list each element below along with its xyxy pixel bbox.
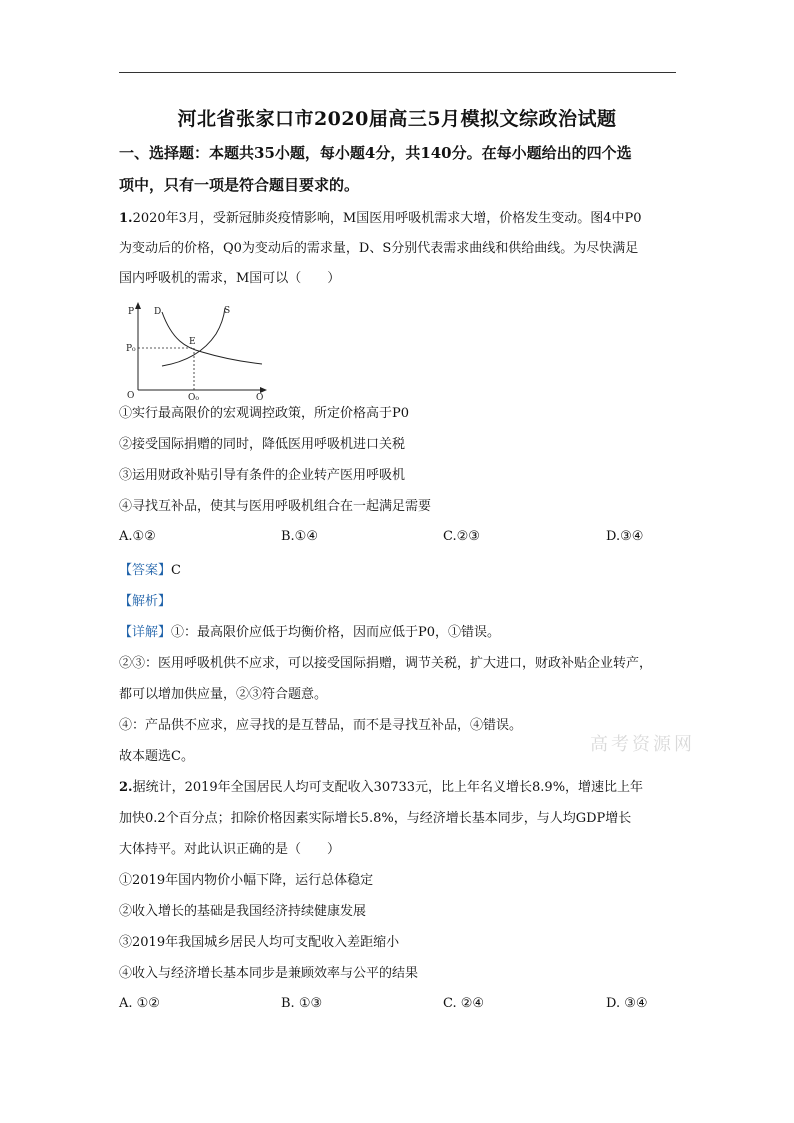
q1-statement-2: ②接受国际捐赠的同时，降低医用呼吸机进口关税 bbox=[119, 437, 406, 452]
q2-stem-line1: 2.据统计，2019年全国居民人均可支配收入30733元，比上年名义增长8.9%，增速比上年 bbox=[119, 780, 644, 795]
q2-statement-4: ④收入与经济增长基本同步是兼顾效率与公平的结果 bbox=[119, 966, 419, 981]
q1-option-d: D.③④ bbox=[606, 529, 644, 544]
q1-stem-line3: 国内呼吸机的需求，M国可以（ ） bbox=[119, 271, 341, 286]
q1-stem-line2: 为变动后的价格，Q0为变动后的需求量，D、S分别代表需求曲线和供给曲线。为尽快满足 bbox=[119, 241, 639, 256]
q1-statement-3: ③运用财政补贴引导有条件的企业转产医用呼吸机 bbox=[119, 468, 406, 483]
q1-statement-4: ④寻找互补品，使其与医用呼吸机组合在一起满足需要 bbox=[119, 499, 432, 514]
e-label: E bbox=[189, 337, 196, 347]
q1-detail-line2: ②③：医用呼吸机供不应求，可以接受国际捐赠，调节关税，扩大进口，财政补贴企业转产， bbox=[119, 656, 653, 671]
d-label: D bbox=[154, 307, 162, 317]
q1-option-a: A.①② bbox=[119, 529, 156, 544]
q2-option-a: A. ①② bbox=[119, 996, 160, 1011]
q2-statement-2: ②收入增长的基础是我国经济持续健康发展 bbox=[119, 904, 367, 919]
q2-statement-1: ①2019年国内物价小幅下降，运行总体稳定 bbox=[119, 873, 374, 888]
s-label: S bbox=[224, 306, 231, 316]
q2-stem-line2: 加快0.2个百分点；扣除价格因素实际增长5.8%，与经济增长基本同步，与人均GDP增长 bbox=[119, 811, 632, 826]
demand-curve bbox=[162, 312, 262, 364]
detail-tag: 【详解】 bbox=[119, 625, 172, 640]
q2-option-b: B. ①③ bbox=[281, 996, 323, 1011]
q1-option-b: B.①④ bbox=[281, 529, 318, 544]
q2-statement-3: ③2019年我国城乡居民人均可支配收入差距缩小 bbox=[119, 935, 400, 950]
q1-statement-1: ①实行最高限价的宏观调控政策，所定价格高于P0 bbox=[119, 406, 410, 421]
q1-detail-line4: ④：产品供不应求，应寻找的是互替品，而不是寻找互补品，④错误。 bbox=[119, 718, 523, 733]
q2-stem-line3: 大体持平。对此认识正确的是（ ） bbox=[119, 842, 341, 857]
supply-demand-graph bbox=[124, 300, 274, 400]
q2-option-d: D. ③④ bbox=[606, 996, 648, 1011]
q1-conclusion: 故本题选C。 bbox=[119, 749, 194, 764]
q1-detail-line3: 都可以增加供应量，②③符合题意。 bbox=[119, 687, 328, 702]
q1-options bbox=[119, 529, 679, 547]
p-axis-label: P bbox=[128, 307, 135, 317]
q-axis-label: Q bbox=[256, 393, 264, 400]
q0-label: Q₀ bbox=[188, 393, 199, 400]
header-rule bbox=[119, 72, 676, 73]
watermark: 高考资源网 bbox=[590, 734, 695, 755]
origin-label: O bbox=[127, 391, 135, 400]
q1-analysis-tag: 【解析】 bbox=[119, 594, 172, 609]
p0-label: P₀ bbox=[126, 344, 136, 354]
q2-option-c: C. ②④ bbox=[443, 996, 485, 1011]
q1-detail-line1: 【详解】①：最高限价应低于均衡价格，因而应低于P0，①错误。 bbox=[119, 625, 501, 640]
q2-options bbox=[119, 996, 679, 1014]
page-title: 河北省张家口市2020届高三5月模拟文综政治试题 bbox=[177, 108, 617, 130]
y-axis-arrow bbox=[135, 302, 141, 309]
q1-option-c: C.②③ bbox=[443, 529, 480, 544]
q1-answer bbox=[119, 562, 679, 580]
q1-number: 1. bbox=[119, 211, 133, 226]
section-heading-line1: 一、选择题：本题共35小题，每小题4分，共140分。在每小题给出的四个选 bbox=[119, 144, 632, 162]
q2-number: 2. bbox=[119, 780, 133, 795]
q1-stem-line1: 1.2020年3月，受新冠肺炎疫情影响，M国医用呼吸机需求大增，价格发生变动。图4中P0 bbox=[119, 211, 642, 226]
answer-value: C bbox=[171, 563, 181, 578]
answer-tag: 【答案】 bbox=[119, 563, 172, 578]
section-heading-line2: 项中，只有一项是符合题目要求的。 bbox=[119, 176, 360, 194]
